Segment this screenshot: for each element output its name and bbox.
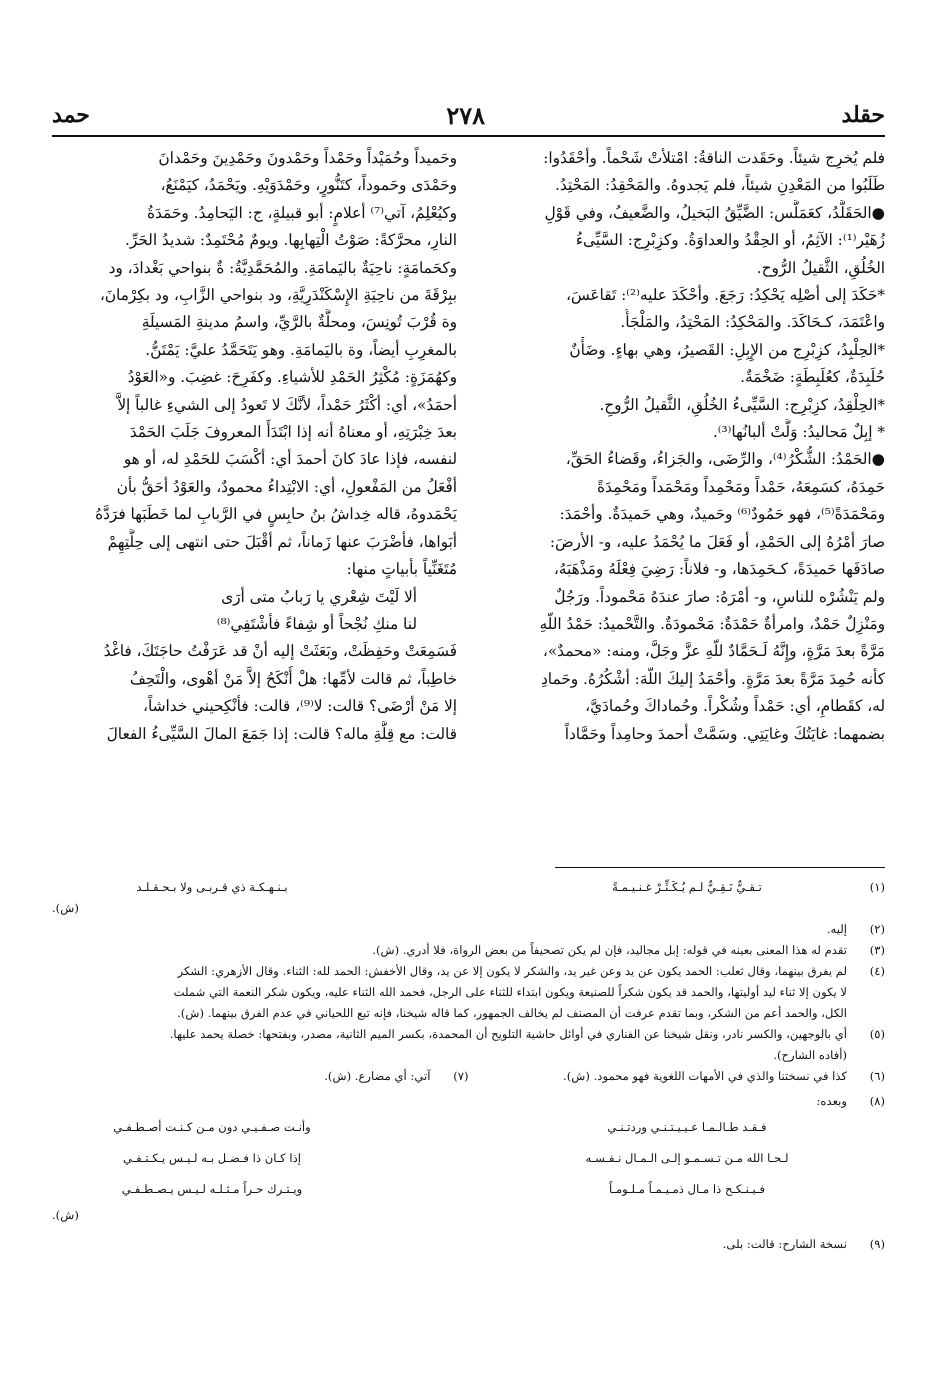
text-line: وحَميداً وحُمَيْداً وحَمْداً وحَمْدونَ وحَمْدِينَ وحَمْدانَ — [158, 149, 457, 167]
footnote-text: إليه. — [826, 922, 847, 936]
footnote-4 — [52, 961, 885, 1024]
footnote-sh: (ش). — [52, 1208, 79, 1222]
text-line: وحَمْدَى وحَموداً، كتَنُّورٍ، وحَمْدَوَيْهِ. ويَحْمَدُ، كيَمْنَعُ، — [160, 176, 457, 195]
text-line: بعدَ خِبْرَتِهِ، أو معناهُ أنه إذا ابْتَدَأَ المعروفَ جَلَبَ الحَمْدَ — [129, 423, 457, 442]
footnote-text: الكل، والحمد أعم من الشكر، وبما تقدم عرفت أن المصنف لم يخالف الجمهور، كما قاله شيخنا، فإنه تبع اللحياني في عدم الفرق بينهما. (ش). — [177, 1006, 847, 1020]
footnote-2 — [52, 919, 885, 940]
footnote-text: لم يفرق بينهما، وقال ثعلب: الحمد يكون عن يد وعن غير يد، والشكر لا يكون إلا عن يد، وقال الأخفش: الحمد لله: الثناء. وقال الأزهري: الشكر — [177, 964, 847, 978]
text-line: لنفسه، فإذا عادَ كانَ أحمدَ أي: أكْسَبَ للحَمْدِ له، أو هو — [123, 450, 457, 469]
text-line: ●الحَمْدُ: الشُّكْرُ⁽⁴⁾، والرِّضَى، والجَزاءُ، وقَضاءُ الحَقِّ، — [565, 450, 885, 469]
footnote-verse: تـقـيٌّ نَـقِـيٌّ لـم يُـكَـثِّـرْ غـنـيـمـةً — [612, 880, 762, 894]
footnote-text: (أفاده الشارح). — [773, 1048, 847, 1062]
text-line: بالمغرِبِ أيضاً، وة باليَمامَةِ. وهو يَتَحَمَّدُ عليَّ: يَمْتَنُّ. — [145, 340, 457, 359]
text-line: ومَنْزِلٌ حَمْدٌ، وامرأةٌ حَمْدَةٌ: مَحْمودَةٌ. والتَّحْميدُ: حَمْدُ اللّهِ — [539, 614, 885, 633]
footnote-number: (٢) — [869, 922, 885, 936]
verse-line: لنا منكِ نُجْحاً أو شِفاءً فأشْتَفِي⁽⁸⁾ — [216, 614, 417, 633]
text-line: طَلَبُوا من المَعْدِنِ شيئاً، فلم يَجدوهُ. والمَحْقِدُ: المَحْتِدُ. — [555, 176, 885, 195]
footnote-number: (٧) — [453, 1069, 469, 1083]
text-line: *الحِلْبِدُ، كزِبْرِج من الإِبِلِ: القَصيرُ، وهي بهاءٍ. وضَأْنٌ — [569, 340, 885, 359]
footnote-number: (١) — [869, 880, 885, 894]
footnote-5 — [52, 1024, 885, 1066]
footnote-text: تقدم له هذا المعنى بعينه في قوله: إبل مجاليد، فإن لم يكن تصحيفاً من بعض الرواة، فلا أدري. (ش). — [372, 943, 847, 957]
text-line: فلم يُخرِج شيئاً. وحَقَدت الناقةُ: امْتلأتْ شَحْماً. وأحْقَدُوا: — [543, 149, 885, 167]
footnote-number: (٦) — [869, 1069, 885, 1083]
text-line: *الحِلْقِدُ، كزِبْرِج: السَّيِّىءُ الخُلُقِ، الثَّقيلُ الرُّوحِ. — [599, 395, 885, 414]
footnote-text: آتي: أي مضارع. (ش). — [324, 1069, 431, 1083]
text-line: * إبِلٌ مَحاليدُ: وَلَّتْ ألبانُها⁽³⁾. — [712, 423, 885, 442]
text-line: له، كقَطامِ، أي: حَمْداً وشُكْراً. وحُماداكَ وحُمادَيَّ، — [585, 697, 885, 716]
text-line: *حَكَدَ إلى أصْلِه يَحْكِدُ: رَجَعَ. وأحْكَدَ عليه⁽²⁾: تَقاعَسَ، — [565, 286, 885, 305]
text-line: ومَحْمَدَةً⁽⁵⁾، فهو حَمُودٌ⁽⁶⁾ وحَميدٌ، وهي حَميدَةٌ. وأحْمَدَ: — [559, 505, 885, 524]
left-running-head: حمد — [52, 102, 90, 128]
footnote-verse: فـيـنـكـح ذا مـال ذمـيـمـاً مـلـومـاً — [609, 1182, 765, 1196]
text-line: زُهَيْر⁽¹⁾: الآثِمُ، أو الحِقْدُ والعداوَةُ. وكزِبْرِج: السَّيِّىءُ — [575, 231, 885, 250]
text-line: صادَفَها حَميدَةً، كـحَمِدَها، و- فلاناً: رَضِيَ فِعْلَهُ ومَذْهَبَهُ، — [553, 560, 885, 579]
text-line: صارَ أمْرُهُ إلى الحَمْدِ، أو فَعَلَ ما يُحْمَدُ عليه، و- الأرضَ: — [549, 532, 885, 551]
text-line: ولم يَنْشُرْه للناسِ، و- أمْرَهُ: صارَ عندَهُ مَحْموداً. ورَجُلٌ — [554, 587, 885, 606]
footnote-3 — [52, 940, 885, 961]
page-number: ٢٧٨ — [446, 100, 485, 130]
footnote-text: كذا في نسختنا والذي في الأمهات اللغوية فهو محمود. (ش). — [563, 1069, 847, 1083]
text-line: مَرَّةً بعدَ مَرَّةٍ، وإِنَّهُ لَـحَمَّادٌ للّهِ عزَّ وجَلَّ، ومنه: «محمدٌ»، — [542, 642, 885, 661]
text-line: أفْعَلُ من المَفْعولِ، أي: الابْتِداءُ محمودٌ، والعَوْدُ أحَقُّ بأن — [116, 477, 457, 496]
footnote-text: أي بالوجهين، والكسر نادر، ونقل شيخنا عن الفناري في أوائل حاشية التلويح أن المحمدة، بكسر الميم الثانية، مصدر، وبفتحها: خصلة يحمد عليها. — [169, 1027, 847, 1041]
text-line: أحمَدُ»، أي: أكْثَرُ حَمْداً، لأنَّكَ لا تَعودُ إلى الشيءِ غالباً إلاَّ — [117, 395, 457, 414]
text-line: وكحَمامَةٍ: ناحِيَةٌ باليَمامَةِ. والمُحَمَّدِيَّةُ: ةٌ بنواحي بَغْدادَ، ود — [108, 258, 457, 277]
text-line: قالت: مع قِلَّةِ ماله؟ قالت: إذا جَمَعَ المالَ السَّيِّىءُ الفعالَ — [106, 724, 457, 743]
footnote-number: (٥) — [869, 1027, 885, 1041]
text-line: إلا مَنْ أرْضَى؟ قالت: لا⁽⁹⁾، قالت: فأنْكِحيني خداشاً، — [143, 697, 457, 716]
text-line: ●الحَقَلَّدُ، كعَمَلَّس: الضَّيِّقُ البَخيلُ، والضَّعيفُ، وفي قَوْلِ — [544, 203, 885, 222]
text-line: حَمِدَهُ، كسَمِعَهُ، حَمْداً ومَحْمِداً ومَحْمَداً ومَحْمِدَةً — [597, 477, 885, 496]
text-line: يَحْمَدوهُ، قاله خِداشُ بنُ حابِسٍ في الرَّبابِ لما خَطَبَها فرَدَّهُ — [95, 505, 457, 524]
footnote-number: (٩) — [869, 1237, 885, 1251]
text-line: وة قُرْبَ تُونِسَ، ومحلَّةٌ بالرَّيِّ، واسمُ مدينةِ المَسيلَةِ — [141, 313, 457, 332]
footnote-verse: بـنـهـكـة ذي قـربـى ولا بـحـقـلـد — [136, 880, 288, 894]
footnote-sh: (ش). — [52, 901, 79, 915]
footnote-number: (٤) — [869, 964, 885, 978]
footnote-number: (٨) — [869, 1094, 885, 1108]
text-line: وكيُعْلِمُ، آتي⁽⁷⁾ أعلامٍ: أبو قبيلةٍ، ج: اليَحامِدُ. وحَمَدَةُ — [147, 203, 457, 222]
text-line: واعْتَمَدَ، كـحَاكَدَ. والمَحْكِدُ: المَحْتِدُ، والمَلْجَأُ. — [620, 313, 885, 332]
footnote-verse: لـحـا الله مـن تـسـمـو إلـى الـمـال نـفـسـه — [585, 1151, 789, 1165]
page-header — [52, 95, 885, 137]
footnote-separator — [555, 867, 885, 868]
text-line: مُتَغَنِّياً بأبياتٍ منها: — [346, 560, 457, 579]
text-line: حُلَبِدَةٌ، كعُلَبِطَةٍ: ضَخْمَةٌ. — [740, 368, 885, 387]
right-column — [480, 145, 885, 845]
left-column — [52, 145, 457, 845]
footnote-number: (٣) — [869, 943, 885, 957]
footnotes — [52, 877, 885, 1255]
footnote-1 — [52, 877, 885, 919]
footnote-6 — [469, 1066, 886, 1087]
footnote-verse: إذا كـان ذا فـضـل بـه لـيـس يـكـتـفـي — [123, 1151, 301, 1165]
text-line: فَسَمِعَتْ وحَفِظَتْ، وبَعَثَتْ إليه أنْ قد عَرَفْتُ حاجَتَكَ، فاغْدُ — [103, 642, 457, 661]
footnote-verse: ويـتـرك حـراً مـثـلـه لـيـس يـصـطـفـي — [121, 1182, 303, 1196]
footnote-7 — [52, 1066, 469, 1087]
footnote-verse: وأنـت صـفـيـي دون مـن كـنـت أصـطـفـي — [113, 1120, 311, 1134]
verse-line: ألا لَيْتَ شِعْري يا رَبابُ متى أرَى — [221, 587, 417, 606]
footnote-9 — [52, 1234, 885, 1255]
footnote-8 — [52, 1091, 885, 1226]
text-line: ببِرْقَةَ من ناحِيَةِ الإِسْكَنْدَرِيَّةِ، ود بنواحي الزَّابِ، ود بكِرْمانَ، — [99, 286, 457, 305]
right-running-head: حقلد — [841, 102, 885, 128]
text-line: بضمهما: غايَتُكَ وغايَتِي. وسَمَّتْ أحمدَ وحامِداً وحَمَّاداً — [564, 724, 885, 743]
footnote-text: نسخة الشارح: قالت: بلى. — [722, 1237, 847, 1251]
text-line: وكهُمَزَةٍ: مُكْثِرُ الحَمْدِ للأشياءِ. وكفَرِحَ: غضِبَ. و«العَوْدُ — [127, 368, 457, 387]
footnote-text: وبعده: — [816, 1094, 847, 1108]
text-line: الخُلُقِ، الثَّقيلُ الرُّوح. — [756, 258, 885, 277]
text-line: النارِ، محرَّكةً: صَوْتُ الْتِهابِها. ويومٌ مُحْتَمِدٌ: شديدُ الحَرِّ. — [124, 231, 457, 250]
text-line: كأنه حُمِدَ مَرَّةً بعدَ مَرَّةٍ. وأحْمَدُ إليكَ اللّهَ: أشْكُرُهُ. وحَمادِ — [540, 669, 885, 688]
text-line: أبَواها، فأضْرَبَ عنها زَماناً، ثم أقْبَلَ حتى انتهى إلى حِلَّتِهِمْ — [107, 532, 457, 551]
footnote-text: لا يكون إلا ثناء ليد أوليتها، والحمد قد يكون شكراً للصنيعة ويكون ابتداء للثناء على الرجل، فحمد الله الثناء عليه، ويكون شكر النعمة التي شملت — [173, 985, 847, 999]
footnote-verse: فـقـد طـالـمـا عـيـيـتـنـي وردتـنـي — [607, 1120, 767, 1134]
text-line: خاطِباً، ثم قالت لأمِّها: هلْ أُنْكَحُ إلاَّ مَنْ أهْوى، والْتَحِفُ — [129, 669, 457, 688]
